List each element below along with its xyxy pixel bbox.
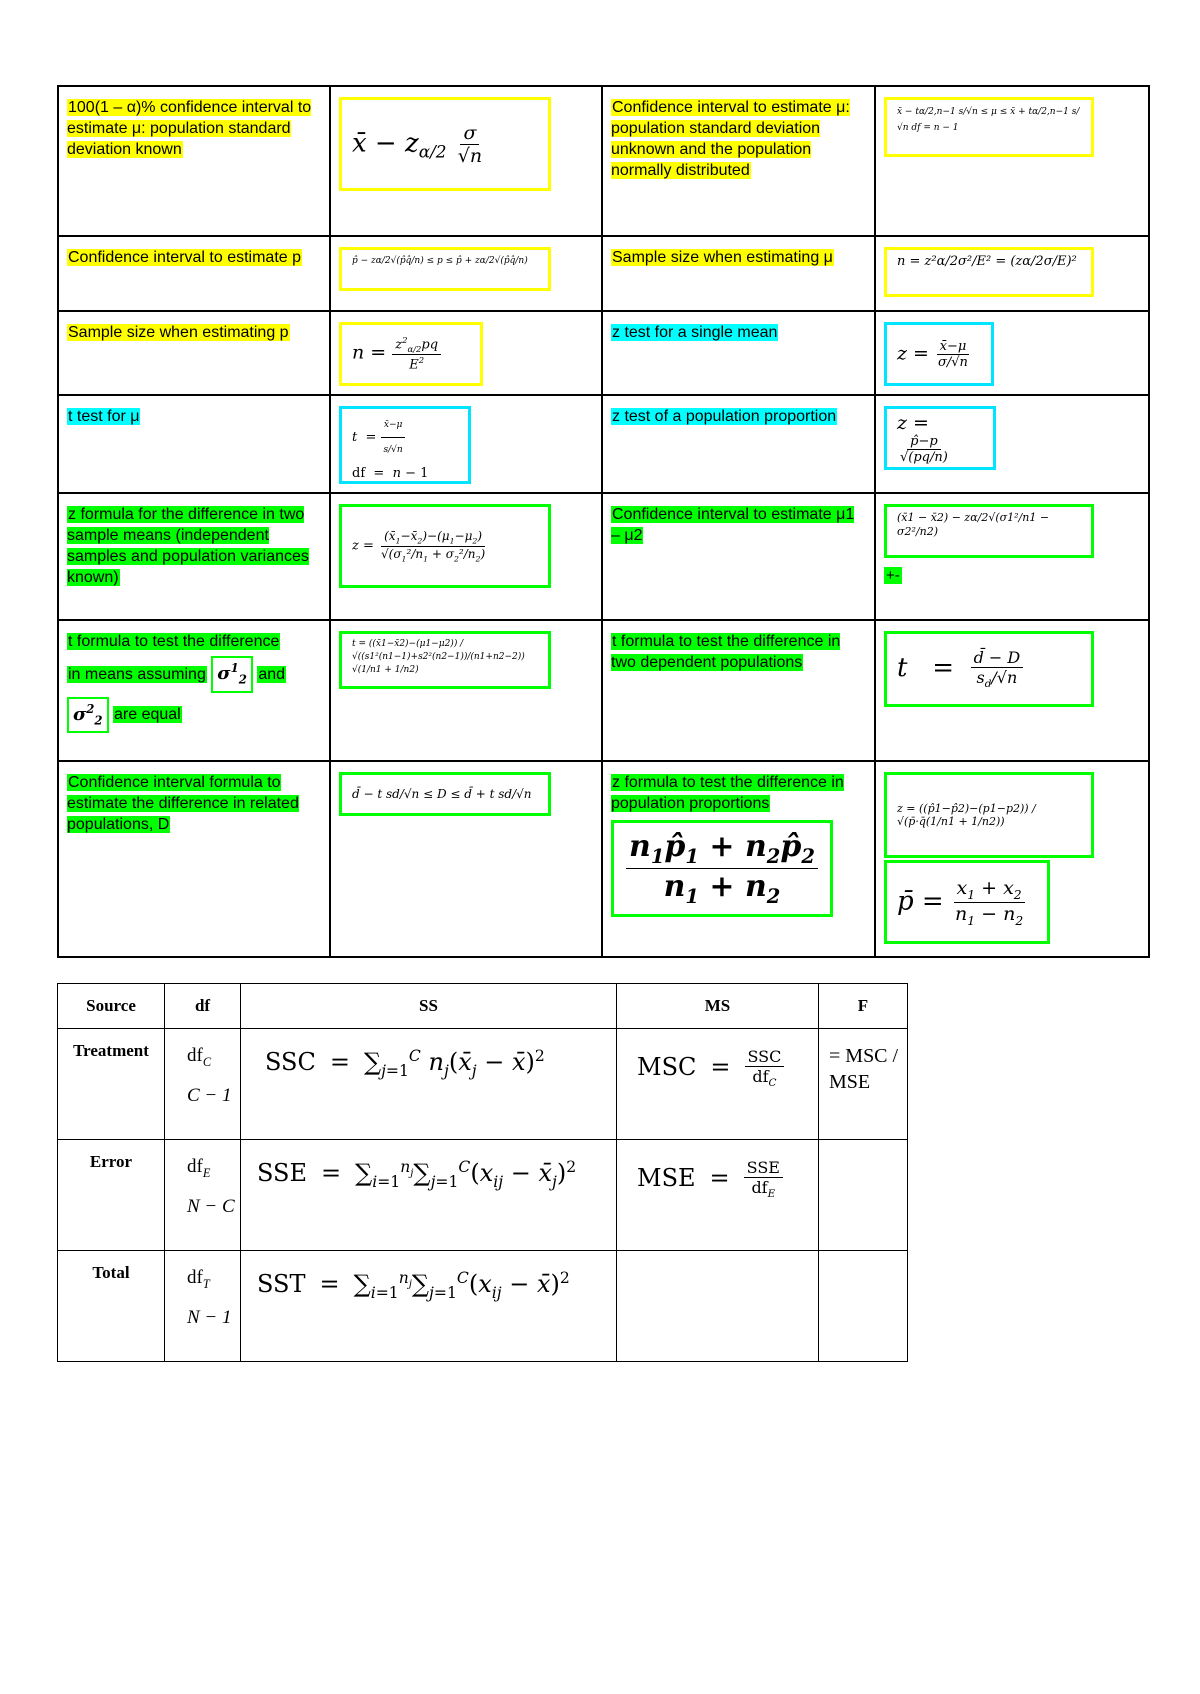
ms-formula: MSE = $\frac{\text{SSE}}{df_E}$ bbox=[637, 1164, 783, 1192]
formula-box bbox=[339, 247, 551, 291]
label-cell bbox=[58, 620, 330, 761]
header-f: F bbox=[819, 984, 908, 1029]
ss-formula: SSE = $\sum_{i=1}^{n_j}\sum_{j=1}^C(x_{ij}$ − $x̄_j)^2$ bbox=[257, 1158, 577, 1191]
df-cell bbox=[165, 1140, 241, 1251]
label-cell bbox=[58, 395, 330, 493]
header-ss: SS bbox=[241, 984, 617, 1029]
ss-formula: SSC = $\sum_{j=1}^C$ $n_j(x̄_j$ − x̄)$^2$ bbox=[265, 1047, 545, 1080]
ss-formula: SST = $\sum_{i=1}^{n_j}\sum_{j=1}^C(x_{ij}$ − x̄)$^2$ bbox=[257, 1269, 570, 1302]
formula-t-dependent: t = $\frac{d̄ - D}{s_d/√n}$ bbox=[897, 648, 1023, 690]
formula-ci-mean-known: x̄ − $z_{\alpha/2}$ $\frac{\sigma}{√n}$ bbox=[352, 121, 483, 167]
label-cell bbox=[58, 86, 330, 236]
formula-label: in means assuming bbox=[68, 665, 206, 683]
formula-label: Confidence interval to estimate p bbox=[68, 249, 302, 266]
formula-ci-related: d̄ − t sd/√n ≤ D ≤ d̄ + t sd/√n bbox=[352, 787, 532, 801]
label-cell bbox=[58, 761, 330, 957]
header-df: df bbox=[165, 984, 241, 1029]
formula-z-two-proportions: z = ((p̂1−p̂2)−(p1−p2)) / √(p̄·q̄(1/n1 + 1/n2)) bbox=[897, 802, 1036, 828]
df-cell bbox=[165, 1251, 241, 1362]
df-name: $df_C$ bbox=[187, 1045, 212, 1069]
formula-row bbox=[58, 620, 1149, 761]
ms-formula: MSC = $\frac{\text{SSC}}{df_C}$ bbox=[637, 1053, 784, 1081]
f-cell bbox=[819, 1251, 908, 1362]
anova-row-error bbox=[58, 1140, 908, 1251]
formula-p-bar: p̄ = $\frac{x_1 + x_2}{n_1 - n_2}$ bbox=[897, 876, 1024, 928]
label-cell bbox=[602, 761, 875, 957]
formula-label: z formula to test the difference in population proportions bbox=[611, 774, 844, 812]
plus-minus-note: +- bbox=[886, 567, 900, 584]
formula-cell bbox=[330, 236, 602, 311]
df-name: $df_T$ bbox=[187, 1267, 210, 1291]
label-cell bbox=[602, 620, 875, 761]
anova-header-row bbox=[58, 984, 908, 1029]
formula-sample-size-mean: n = z²α/2σ²/E² = (zα/2σ/E)² bbox=[897, 254, 1077, 269]
sigma-1-squared: $\sigma^1_2$ bbox=[211, 656, 253, 693]
formula-cell bbox=[330, 493, 602, 620]
formula-box bbox=[884, 322, 994, 386]
formula-ci-mean-unknown: x̄ − tα/2,n−1 s/√n ≤ μ ≤ x̄ + tα/2,n−1 s/√n df = n − 1 bbox=[897, 107, 1080, 133]
formula-label: Sample size when estimating p bbox=[68, 324, 289, 341]
formula-label: Confidence interval to estimate μ: population standard deviation unknown and the population normally distributed bbox=[611, 99, 850, 179]
df-cell bbox=[165, 1029, 241, 1140]
formula-z-proportion: z = $\frac{p̂-p}{√(pq/n)}$ bbox=[897, 411, 948, 465]
formula-cell bbox=[875, 620, 1149, 761]
df-value: N − 1 bbox=[187, 1306, 232, 1328]
formula-row bbox=[58, 86, 1149, 236]
f-cell bbox=[819, 1140, 908, 1251]
pooled-proportion-formula: $\frac{n_1p̂_1 + n_2p̂_2}{n_1 + n_2}$ bbox=[611, 820, 833, 917]
formula-cell bbox=[330, 86, 602, 236]
formula-row bbox=[58, 395, 1149, 493]
formula-label: Confidence interval formula to estimate the difference in related populations, D bbox=[67, 774, 299, 833]
formula-box bbox=[339, 406, 471, 484]
source-label: Treatment bbox=[58, 1029, 165, 1140]
f-cell: = MSC / MSE bbox=[819, 1029, 908, 1140]
ms-cell bbox=[617, 1251, 819, 1362]
label-cell bbox=[602, 311, 875, 395]
formula-box bbox=[884, 504, 1094, 558]
ss-cell bbox=[241, 1251, 617, 1362]
formula-row bbox=[58, 761, 1149, 957]
anova-row-treatment bbox=[58, 1029, 908, 1140]
formula-label: t test for μ bbox=[68, 408, 140, 425]
ss-cell bbox=[241, 1029, 617, 1140]
formula-row bbox=[58, 236, 1149, 311]
formula-cell bbox=[875, 236, 1149, 311]
formula-cell bbox=[875, 493, 1149, 620]
formula-cell bbox=[875, 311, 1149, 395]
formula-cell bbox=[330, 761, 602, 957]
formula-t-two-means-equal-var: t = ((x̄1−x̄2)−(μ1−μ2)) / √((s1²(n1−1)+s2²(n2−1))/(n1+n2−2)) √(1/n1 + 1/n2) bbox=[352, 639, 525, 675]
formula-label: t formula to test the difference in two dependent populations bbox=[611, 633, 841, 671]
formula-box bbox=[884, 247, 1094, 297]
anova-row-total bbox=[58, 1251, 908, 1362]
formula-cell bbox=[330, 620, 602, 761]
formula-box bbox=[884, 860, 1050, 944]
header-ms: MS bbox=[617, 984, 819, 1029]
formula-box bbox=[339, 322, 483, 386]
formula-z-single-mean: z = $\frac{x̄-\mu}{\sigma/√n}$ bbox=[897, 338, 968, 370]
formula-cell bbox=[330, 395, 602, 493]
formula-box bbox=[339, 772, 551, 816]
label-cell bbox=[602, 493, 875, 620]
formula-table bbox=[57, 85, 1150, 958]
formula-label: are equal bbox=[114, 706, 181, 724]
formula-box bbox=[884, 406, 996, 470]
formula-cell bbox=[875, 761, 1149, 957]
formula-sample-size-proportion: n = $\frac{z^2_{\alpha/2}pq}{E^2}$ bbox=[352, 335, 441, 372]
formula-row bbox=[58, 493, 1149, 620]
anova-table bbox=[57, 983, 908, 1362]
formula-cell bbox=[875, 86, 1149, 236]
formula-label: z formula for the difference in two sample means (independent samples and population variances known) bbox=[67, 506, 309, 586]
formula-box bbox=[884, 772, 1094, 858]
formula-t-test-df: df = n − 1 bbox=[352, 466, 429, 481]
formula-label: and bbox=[258, 665, 286, 683]
formula-ci-proportion: p̂ − zα/2√(p̂q̂/n) ≤ p ≤ p̂ + zα/2√(p̂q̂/n) bbox=[352, 256, 528, 266]
label-cell bbox=[602, 395, 875, 493]
formula-cell bbox=[330, 311, 602, 395]
formula-box bbox=[339, 504, 551, 588]
source-label: Error bbox=[58, 1140, 165, 1251]
formula-box bbox=[884, 97, 1094, 157]
formula-label: Sample size when estimating μ bbox=[612, 249, 833, 266]
formula-ci-two-means: (x̄1 − x̄2) − zα/2√(σ1²/n1 − σ2²/n2) bbox=[897, 511, 1050, 538]
label-cell bbox=[58, 493, 330, 620]
df-value: N − C bbox=[187, 1195, 235, 1217]
formula-row bbox=[58, 311, 1149, 395]
ms-cell bbox=[617, 1140, 819, 1251]
header-source: Source bbox=[58, 984, 165, 1029]
ss-cell bbox=[241, 1140, 617, 1251]
formula-label: 100(1 – α)% confidence interval to estimate μ: population standard deviation known bbox=[67, 99, 312, 158]
formula-label: z test of a population proportion bbox=[612, 408, 837, 425]
formula-cell bbox=[875, 395, 1149, 493]
formula-z-two-means: z = $\frac{(x̄_1-x̄_2)-(\mu_1-\mu_2)}{√(\sigma_1^2/n_1 + \sigma_2^2/n_2)}$ bbox=[352, 529, 486, 563]
sigma-2-squared: $\sigma^2_2$ bbox=[67, 697, 109, 734]
label-cell bbox=[58, 311, 330, 395]
label-cell bbox=[58, 236, 330, 311]
df-name: $df_E$ bbox=[187, 1156, 211, 1180]
formula-box bbox=[339, 97, 551, 191]
formula-label: t formula to test the difference bbox=[68, 633, 280, 650]
formula-label: z test for a single mean bbox=[612, 324, 778, 341]
formula-box bbox=[339, 631, 551, 689]
label-cell bbox=[602, 236, 875, 311]
ms-cell bbox=[617, 1029, 819, 1140]
df-value: C − 1 bbox=[187, 1084, 232, 1106]
formula-box bbox=[884, 631, 1094, 707]
formula-label: Confidence interval to estimate μ1 – μ2 bbox=[611, 506, 855, 544]
label-cell bbox=[602, 86, 875, 236]
source-label: Total bbox=[58, 1251, 165, 1362]
formula-t-test-mu: t = $\frac{x̄-\mu}{s/√n}$ bbox=[352, 413, 458, 462]
